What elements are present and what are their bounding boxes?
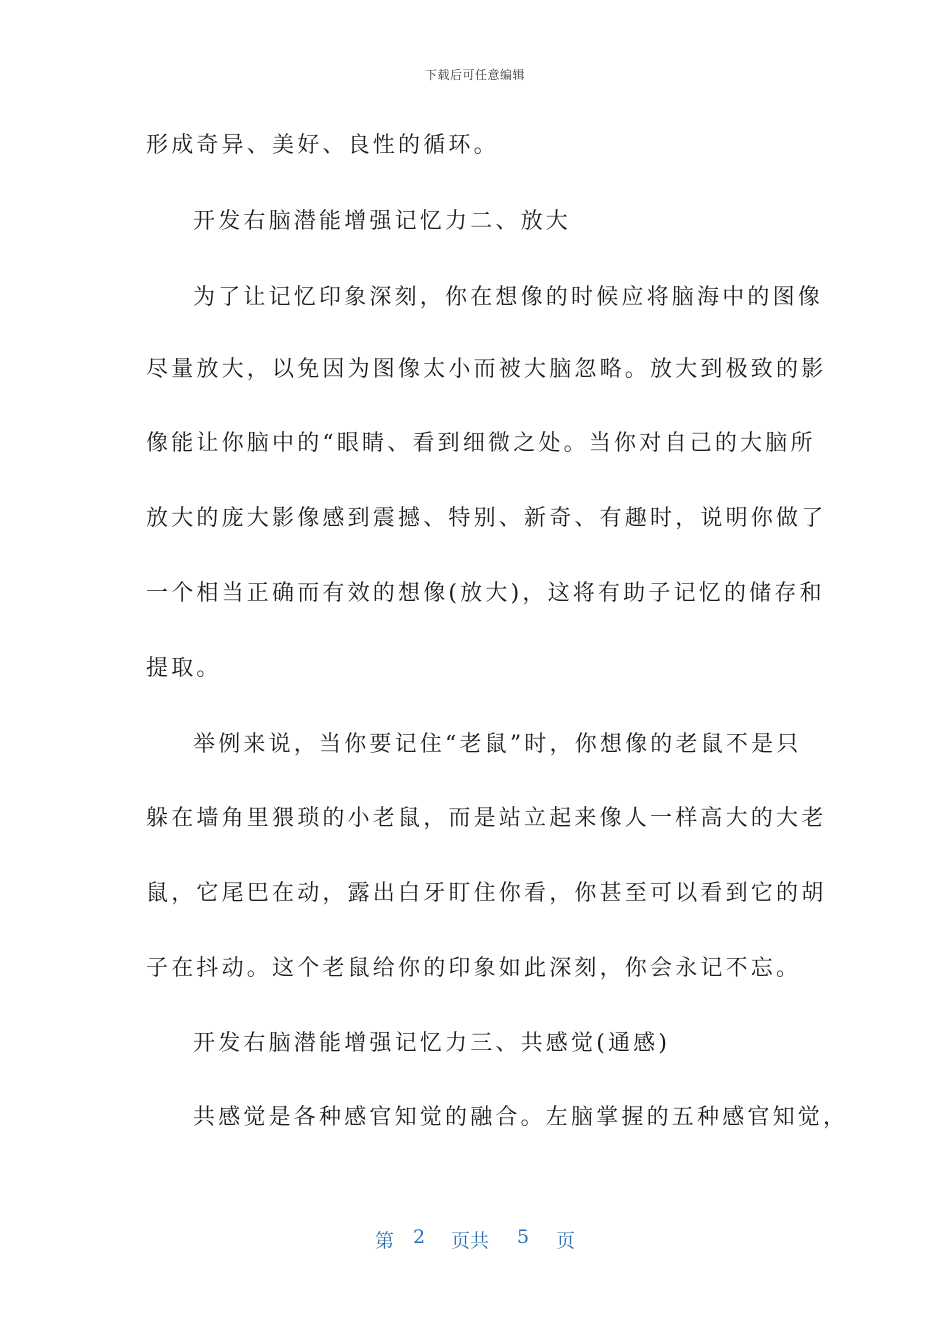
page-suffix: 页 — [556, 1230, 576, 1252]
body-line: 放大的庞大影像感到震撼、特别、新奇、有趣时，说明你做了 — [146, 506, 827, 531]
body-line: 举例来说，当你要记住“老鼠”时，你想像的老鼠不是只 — [193, 732, 802, 757]
section-heading: 开发右脑潜能增强记忆力三、共感觉(通感) — [193, 1031, 671, 1056]
page-label: 第 — [375, 1230, 395, 1252]
body-line: 躲在墙角里猥琐的小老鼠，而是站立起来像人一样高大的大老 — [146, 806, 827, 831]
body-line: 像能让你脑中的“眼睛、看到细微之处。当你对自己的大脑所 — [146, 431, 816, 456]
section-heading: 开发右脑潜能增强记忆力二、放大 — [193, 209, 572, 234]
body-line: 为了让记忆印象深刻，你在想像的时候应将脑海中的图像 — [193, 285, 824, 310]
body-line: 子在抖动。这个老鼠给你的印象如此深刻，你会永记不忘。 — [146, 956, 802, 981]
body-line: 鼠，它尾巴在动，露出白牙盯住你看，你甚至可以看到它的胡 — [146, 881, 827, 906]
total-pages: 5 — [517, 1226, 530, 1248]
page-header-note: 下载后可任意编辑 — [424, 68, 525, 82]
body-line: 一个相当正确而有效的想像(放大)，这将有助子记忆的储存和 — [146, 581, 825, 606]
page-number: 2 — [413, 1226, 426, 1248]
body-line: 提取。 — [146, 656, 222, 681]
body-line: 尽量放大，以免因为图像太小而被大脑忽略。放大到极致的影 — [146, 357, 827, 382]
body-line: 共感觉是各种感官知觉的融合。左脑掌握的五种感官知觉， — [193, 1105, 849, 1130]
body-line: 形成奇异、美好、良性的循环。 — [146, 133, 499, 158]
total-label: 页共 — [451, 1230, 490, 1252]
